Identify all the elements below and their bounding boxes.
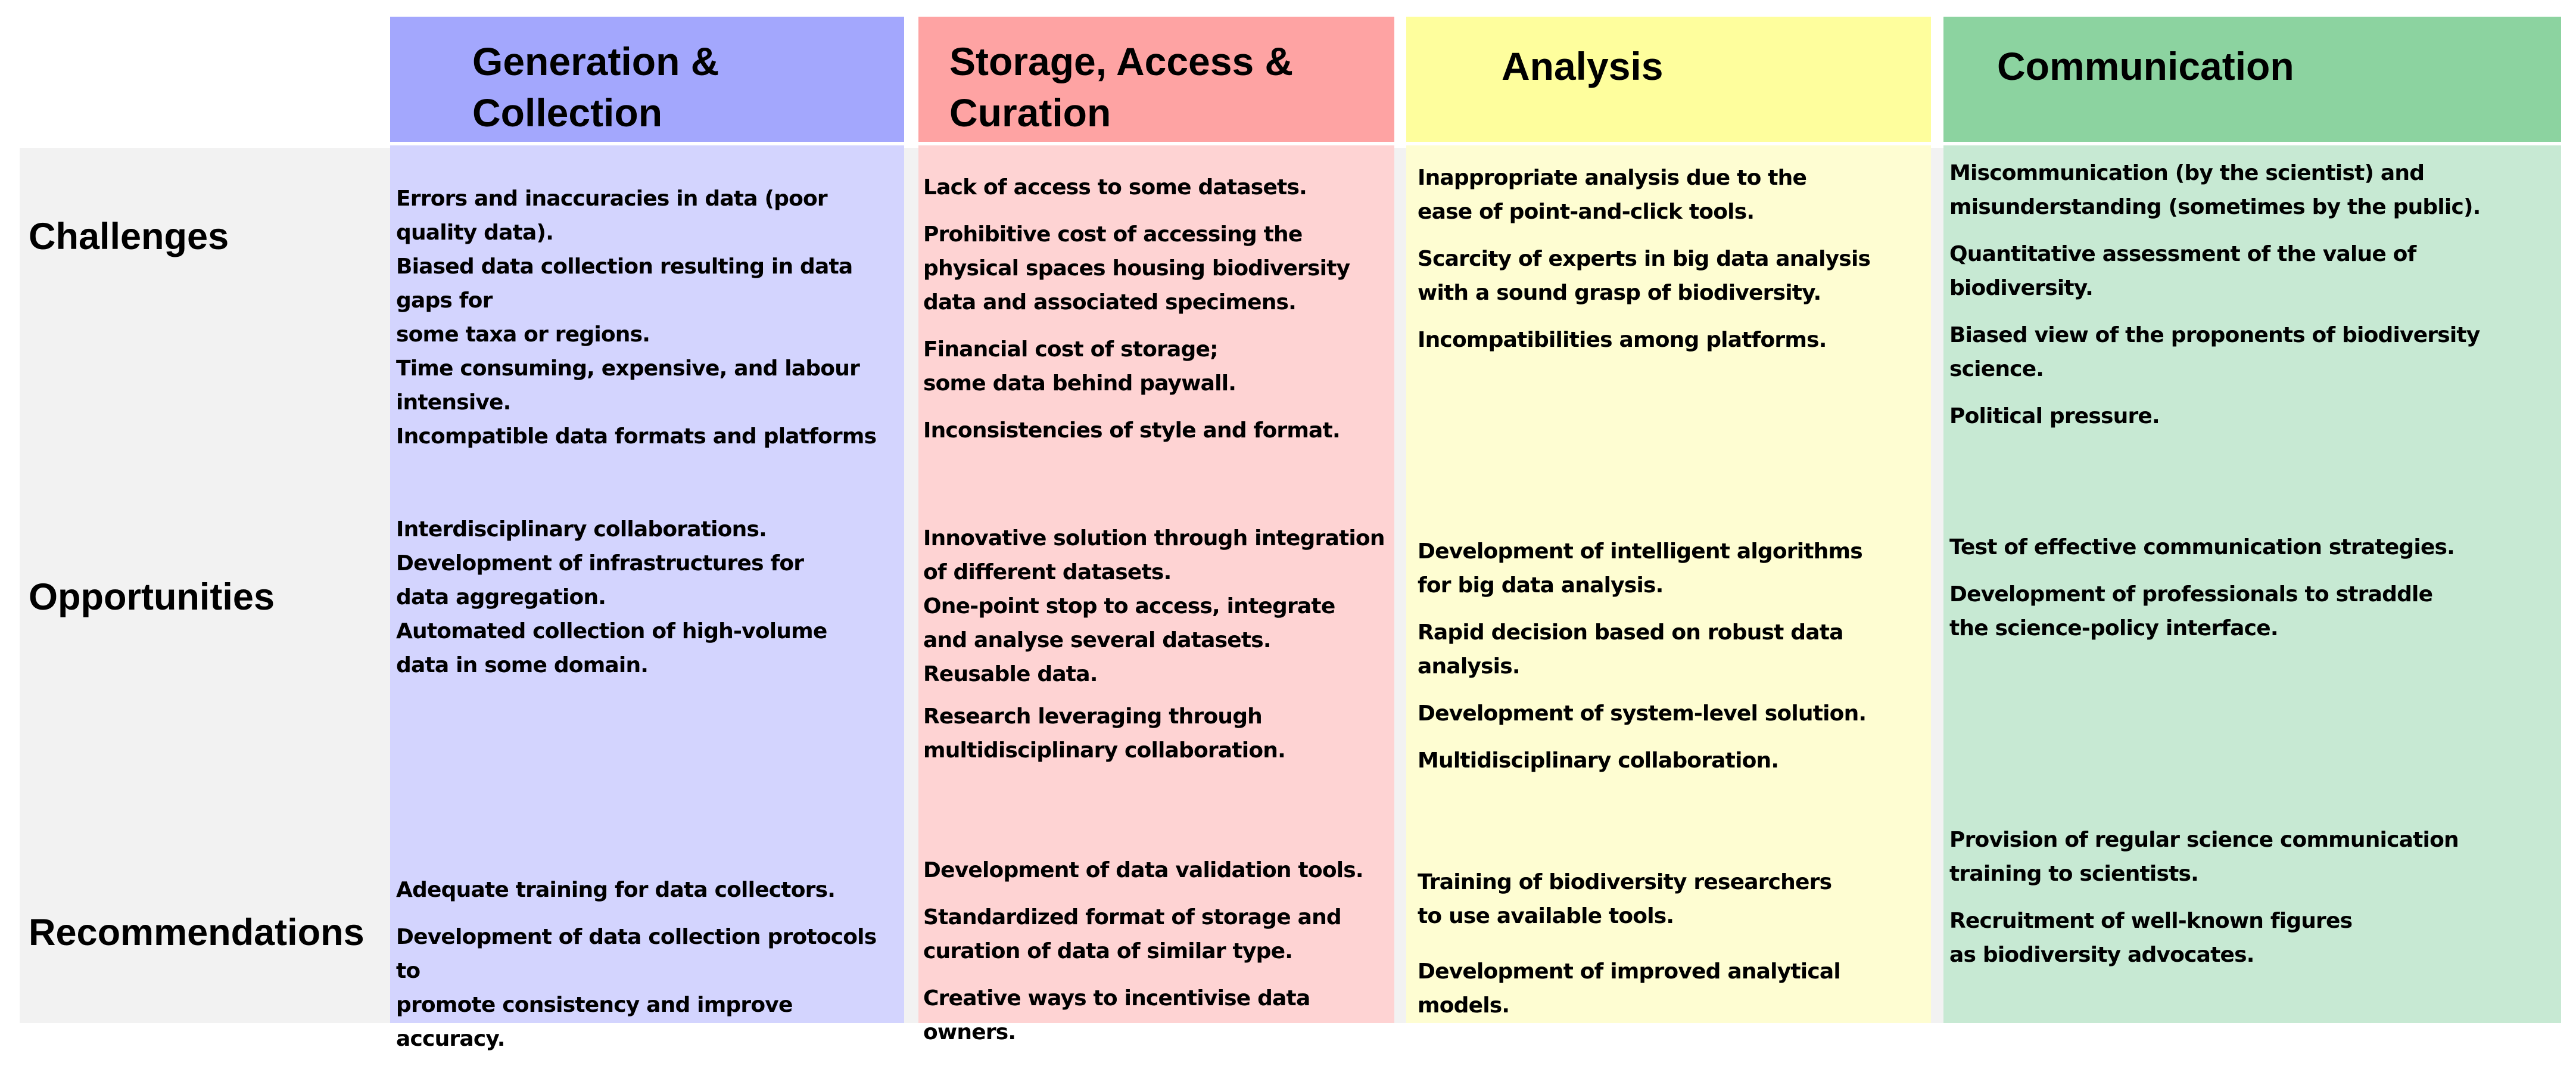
list-item: Quantitative assessment of the value of biodiversity. [1949,242,2416,300]
column-title: Analysis [1502,44,1664,88]
list-item: Development of data collection protocols to promote consistency and improve accuracy. [396,925,877,1051]
list-item: Financial cost of storage; some data behind paywall. [923,337,1236,396]
cell-recommendations-generation [396,873,902,1069]
cell-recommendations-storage [923,853,1394,1062]
cell-challenges-generation [396,182,902,453]
list-item: Development of infrastructures for data aggregation. [396,551,804,610]
column-header-analysis [1406,17,1931,142]
list-item: Training of biodiversity researchers to use available tools. [1418,870,1832,928]
list-item: Development of intelligent algorithms for big data analysis. [1418,539,1862,598]
list-item: Biased data collection resulting in data gaps for some taxa or regions. [396,254,853,347]
row-label-challenges: Challenges [29,216,229,257]
list-item: Provision of regular science communication training to scientists. [1949,828,2459,886]
column-header-generation-collection [390,17,904,142]
column-header-storage-access-curation [918,17,1394,142]
list-item: One-point stop to access, integrate and analyse several datasets. [923,594,1335,652]
list-item: Test of effective communication strategies. [1949,535,2455,560]
list-item: Multidisciplinary collaboration. [1418,748,1779,773]
list-item: Time consuming, expensive, and labour intensive. [396,356,860,415]
list-item: Scarcity of experts in big data analysis with a sound grasp of biodiversity. [1418,247,1871,305]
list-item: Errors and inaccuracies in data (poor quality data). [396,187,827,245]
list-item: Interdisciplinary collaborations. [396,517,767,542]
list-item: Recruitment of well-known figures as biodiversity advocates. [1949,909,2353,967]
list-item: Development of system-level solution. [1418,701,1867,726]
row-label-recommendations: Recommendations [29,912,365,953]
cell-opportunities-analysis [1418,534,1930,791]
list-item: Inappropriate analysis due to the ease of point-and-click tools. [1418,166,1807,224]
list-item: Miscommunication (by the scientist) and misunderstanding (sometimes by the public). [1949,161,2481,219]
list-item: Inconsistencies of style and format. [923,418,1340,443]
cell-opportunities-generation [396,512,902,682]
column-title: Communication [1997,44,2294,88]
column-title: Storage, Access & Curation [949,39,1294,135]
list-item: Lack of access to some datasets. [923,175,1307,200]
column-title: Generation & Collection [472,39,719,135]
cell-opportunities-storage [923,521,1394,767]
list-item: Adequate training for data collectors. [396,878,836,902]
list-item: Innovative solution through integration of different datasets. [923,526,1385,585]
list-item: Research leveraging through multidisciplinary collaboration. [923,704,1285,763]
cell-recommendations-communication [1949,823,2560,985]
list-item: Standardized format of storage and curation of data of similar type. [923,905,1341,964]
row-label-opportunities: Opportunities [29,576,275,618]
cell-challenges-communication [1949,156,2560,446]
cell-challenges-storage [923,170,1394,461]
cell-opportunities-communication [1949,530,2560,658]
list-item: Rapid decision based on robust data analysis. [1418,620,1843,679]
list-item: Creative ways to incentivise data owners. [923,986,1310,1045]
list-item: Political pressure. [1949,404,2160,428]
list-item: Reusable data. [923,662,1098,686]
cell-challenges-analysis [1418,161,1930,370]
list-item: Development of data validation tools. [923,858,1363,882]
cell-recommendations-analysis [1418,865,1930,1023]
column-header-communication [1943,17,2561,142]
list-item: Automated collection of high-volume data in some domain. [396,619,827,678]
list-item: Prohibitive cost of accessing the physical spaces housing biodiversity data and associated specimens. [923,222,1350,315]
list-item: Development of professionals to straddle the science-policy interface. [1949,582,2433,641]
list-item: Development of improved analytical models. [1418,959,1840,1018]
list-item: Incompatible data formats and platforms [396,424,877,449]
list-item: Biased view of the proponents of biodiversity science. [1949,323,2480,381]
list-item: Incompatibilities among platforms. [1418,328,1827,352]
